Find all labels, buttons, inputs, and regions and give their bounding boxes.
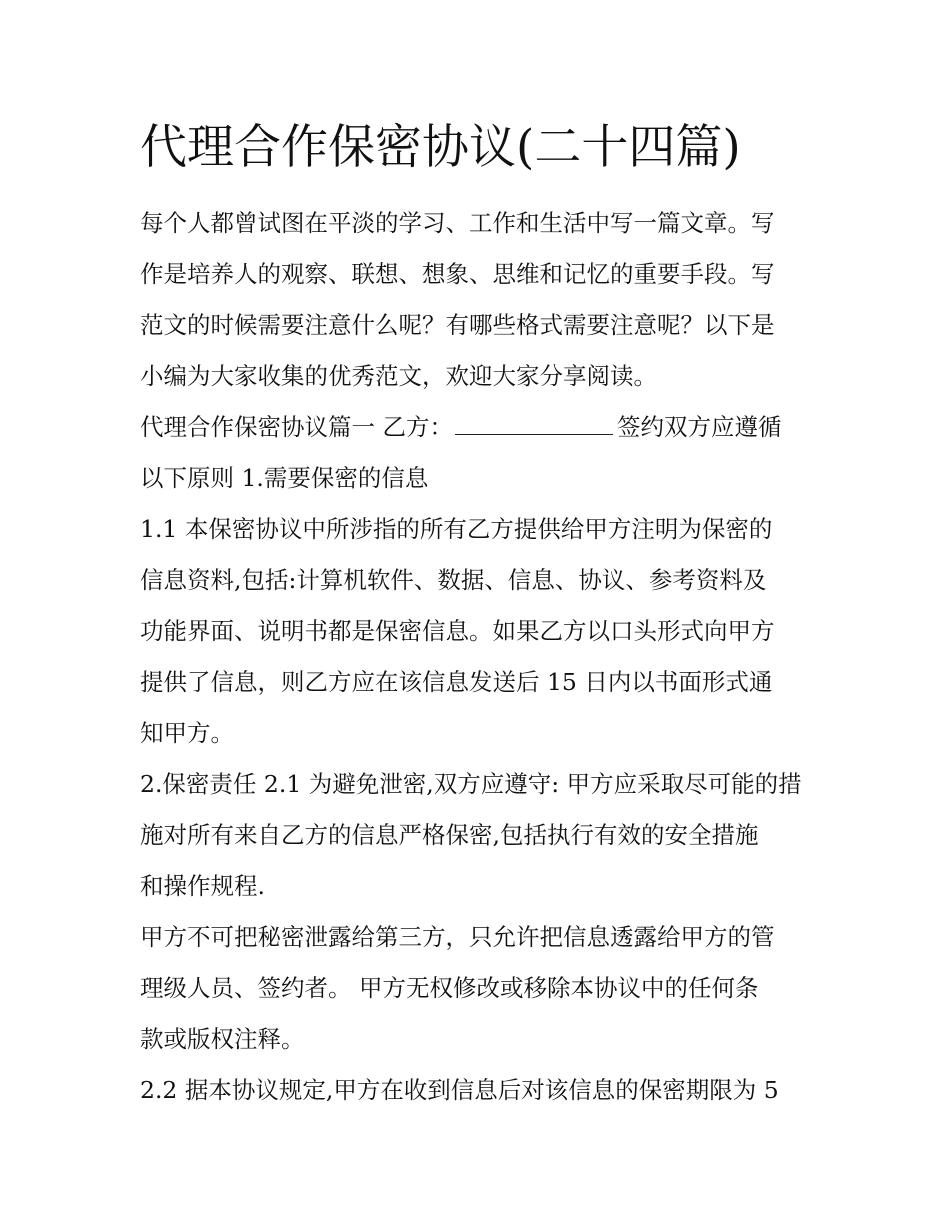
document-title: 代理合作保密协议(二十四篇) <box>140 120 741 175</box>
section-heading-text: 代理合作保密协议篇一 乙方： <box>140 413 453 441</box>
body-line: 2.2 据本协议规定,甲方在收到信息后对该信息的保密期限为 5 <box>140 1076 779 1104</box>
body-line: 和操作规程. <box>140 872 265 900</box>
body-line: 理级人员、签约者。 甲方无权修改或移除本协议中的任何条 <box>140 974 759 1002</box>
section-heading-text-cont: 签约双方应遵循 <box>616 413 782 441</box>
body-line: 款或版权注释。 <box>140 1025 305 1053</box>
intro-line-1: 每个人都曾试图在平淡的学习、工作和生活中写一篇文章。写 <box>140 209 775 237</box>
body-line: 2.保密责任 2.1 为避免泄密,双方应遵守: 甲方应采取尽可能的措 <box>140 770 802 798</box>
section-heading-line <box>140 409 781 445</box>
intro-line-2: 作是培养人的观察、联想、想象、思维和记忆的重要手段。写 <box>140 260 775 288</box>
intro-line-4: 小编为大家收集的优秀范文，欢迎大家分享阅读。 <box>140 362 657 390</box>
intro-line-3: 范文的时候需要注意什么呢？有哪些格式需要注意呢？以下是 <box>140 311 775 339</box>
body-line: 甲方不可把秘密泄露给第三方，只允许把信息透露给甲方的管 <box>140 923 775 951</box>
body-line: 提供了信息，则乙方应在该信息发送后 15 日内以书面形式通 <box>140 668 773 696</box>
body-line: 知甲方。 <box>140 719 234 747</box>
body-line: 1.1 本保密协议中所涉指的所有乙方提供给甲方注明为保密的 <box>140 515 773 543</box>
body-line: 信息资料,包括:计算机软件、数据、信息、协议、参考资料及 <box>140 566 767 594</box>
body-line: 以下原则 1.需要保密的信息 <box>140 464 429 492</box>
body-line: 功能界面、说明书都是保密信息。如果乙方以口头形式向甲方 <box>140 617 775 645</box>
party-b-blank-field[interactable] <box>455 414 613 435</box>
body-line: 施对所有来自乙方的信息严格保密,包括执行有效的安全措施 <box>140 821 759 849</box>
